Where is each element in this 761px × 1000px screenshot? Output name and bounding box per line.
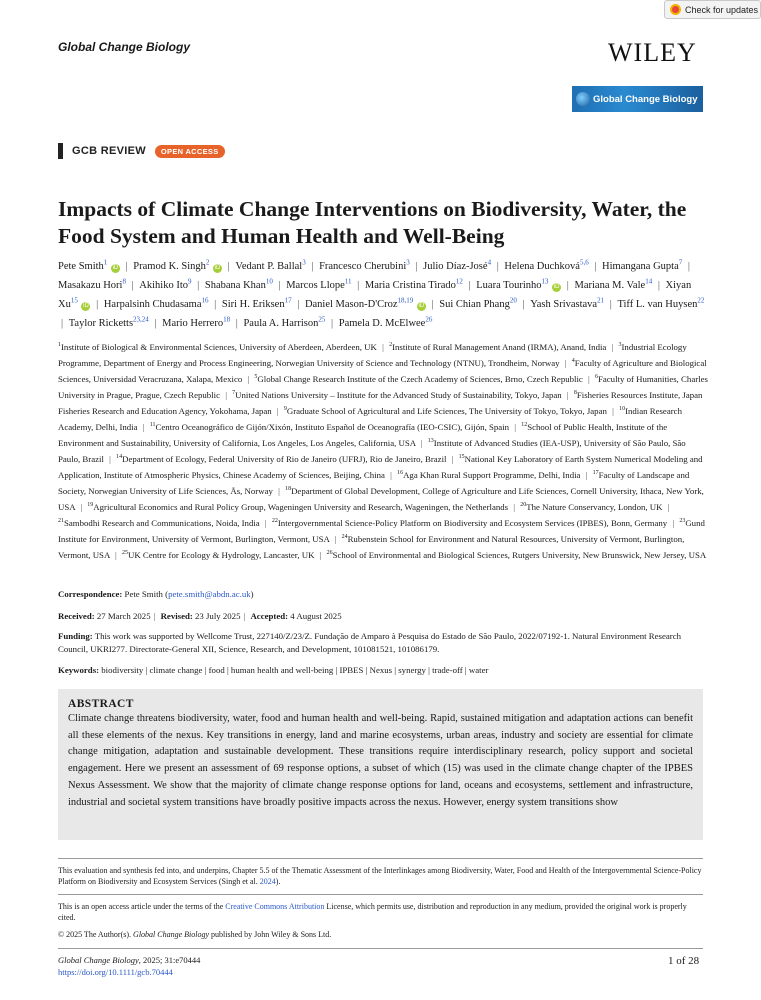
orcid-icon[interactable]: iD — [112, 264, 119, 271]
article-type-label: GCB REVIEW — [72, 145, 146, 157]
author-affiliation-number: 20 — [509, 296, 517, 305]
author-separator: | — [61, 317, 66, 329]
affiliation-number: 25 — [121, 550, 128, 557]
author-separator: | — [566, 279, 572, 291]
affiliation-number: 11 — [149, 422, 156, 429]
open-access-badge: OPEN ACCESS — [155, 145, 225, 158]
affiliation-separator: | — [319, 550, 322, 561]
keyword-separator: | — [333, 665, 340, 675]
author-separator: | — [197, 279, 202, 291]
author-affiliation-number: 21 — [597, 296, 605, 305]
affiliation-text: National Key Laboratory of Earth System Numerical Modeling and Application, Institute of Atmospheric Physics, Chinese Academy of Sciences, Beijing, China — [58, 454, 703, 481]
keywords-label: Keywords: — [58, 665, 100, 675]
synthesis-note-end: ). — [275, 877, 281, 886]
revised-date: 23 July 2025 — [195, 611, 241, 621]
author-affiliation-number: 10 — [265, 277, 273, 286]
affiliation-separator: | — [611, 341, 614, 352]
affiliation-separator: | — [142, 422, 145, 432]
author-affiliation-number: 23,24 — [133, 315, 149, 324]
keyword: climate change — [149, 665, 203, 675]
affiliation-separator: | — [278, 486, 280, 497]
affiliation-number: 18 — [285, 486, 292, 493]
affiliation-text: School of Public Health, Institute of the Environment and Sustainability, University of California, Los Angeles, Los Angeles, California, USA — [58, 422, 668, 449]
affiliation-number: 12 — [521, 422, 528, 429]
affiliation-separator: | — [247, 373, 250, 384]
affiliation-text: Institute of Advanced Studies (IEA-USP), University of São Paulo, São Paulo, Brazil — [58, 438, 686, 465]
affiliation-separator: | — [115, 550, 117, 561]
affiliation-text: School of Environmental and Biological Sciences, Rutgers University, New Brunswick, New Jersey, USA — [332, 550, 707, 561]
affiliation-number: 5 — [254, 374, 258, 381]
citation-link[interactable]: 2024 — [259, 877, 276, 886]
author-name: Siri H. Eriksen — [221, 298, 285, 310]
author-name: Mariana M. Vale — [574, 279, 646, 291]
article-type-bar — [58, 143, 63, 159]
copyright-note — [58, 929, 703, 940]
check-for-updates-label: Check for updates — [685, 4, 759, 15]
author-name: Yash Srivastava — [530, 298, 598, 310]
keywords-list — [101, 665, 488, 675]
affiliation-separator: | — [382, 341, 384, 352]
affiliation-separator: | — [420, 438, 423, 449]
author-affiliation-number: 4 — [487, 258, 492, 266]
affiliation-number: 17 — [592, 470, 599, 477]
orcid-icon[interactable]: iD — [418, 302, 425, 309]
author-name: Pete Smith — [58, 260, 104, 272]
affiliation-number: 16 — [397, 470, 404, 477]
author-affiliation-number: 22 — [697, 296, 705, 305]
crossmark-icon — [670, 4, 681, 15]
affiliation-number: 10 — [619, 406, 626, 413]
author-affiliation-number: 11 — [344, 277, 352, 286]
author-name: Daniel Mason-D'Croz — [304, 298, 398, 310]
correspondence-name: Pete Smith — [124, 589, 163, 599]
footer-citation — [58, 955, 200, 978]
accepted-date: 4 August 2025 — [290, 611, 342, 621]
journal-logo-text: Global Change Biology — [593, 93, 698, 105]
author-separator: | — [594, 260, 600, 272]
footnote-divider — [58, 894, 703, 895]
affiliation-number: 15 — [458, 454, 465, 461]
author[interactable] — [319, 258, 410, 272]
affiliation-text: Department of Global Development, College of Agriculture and Life Sciences, Cornell University, Ithaca, New York, USA — [58, 486, 704, 513]
affiliation-number: 13 — [427, 438, 434, 445]
affiliation — [327, 550, 707, 560]
author-name: Francesco Cherubini — [319, 260, 407, 272]
affiliation — [254, 374, 582, 384]
author-name: Pamela D. McElwee — [338, 317, 426, 329]
affiliation-text: Faculty of Landscape and Society, Norwegian University of Life Sciences, Ås, Norway — [58, 470, 690, 497]
affiliation-number: 9 — [283, 406, 287, 413]
affiliation-text: Intergovernmental Science-Policy Platform on Biodiversity and Ecosystem Services (IPBES), Bonn, Germany — [277, 518, 668, 529]
globe-icon — [576, 92, 590, 106]
revised-label: Revised: — [160, 611, 193, 621]
affiliation-text: Graduate School of Agricultural and Life Sciences, The University of Tokyo, Tokyo, Japan — [286, 405, 607, 416]
author-name: Taylor Ricketts — [68, 317, 134, 329]
keyword-separator: | — [143, 665, 150, 675]
affiliations — [58, 338, 708, 562]
author-separator: | — [609, 298, 615, 310]
author-affiliation-number: 14 — [645, 277, 653, 286]
author-separator: | — [125, 260, 131, 272]
abstract-box — [58, 689, 703, 840]
correspondence: Correspondence: Pete Smith (pete.smith@abdn.ac.uk) — [58, 589, 254, 599]
author-separator: | — [131, 279, 137, 291]
author-separator: | — [468, 279, 474, 291]
affiliation-separator: | — [564, 357, 567, 368]
author-affiliation-number: 2 — [205, 258, 210, 266]
accepted-label: Accepted: — [250, 611, 289, 621]
author-name: Marcos Llope — [286, 279, 345, 291]
affiliation-separator: | — [566, 389, 569, 400]
license-text-end: License, which permits use, distribution and reproduction in any medium, provided the original work is properly cited. — [58, 902, 687, 922]
author-separator: | — [297, 298, 302, 310]
copyright-text-end: published by John Wiley & Sons Ltd. — [209, 930, 332, 939]
license-note — [58, 901, 703, 923]
author-separator: | — [214, 298, 219, 310]
affiliation-number: 21 — [58, 518, 64, 525]
author-separator: | — [687, 260, 690, 272]
affiliation-separator: | — [225, 389, 227, 400]
affiliation-number: 6 — [594, 374, 598, 381]
author[interactable] — [68, 315, 149, 329]
author-name: Shabana Khan — [204, 279, 266, 291]
author-separator: | — [278, 279, 284, 291]
author-name: Harpalsinh Chudasama — [103, 298, 202, 310]
funding-text: This work was supported by Wellcome Trust, 227140/Z/23/Z. Fundação de Amparo à Pesquisa do Estado de São Paulo, 2022/07192-1. Natural Environment Research Council, UKRI277. Directorate-General XII, Science, Research, and Development, 101081521, 101086179. — [58, 631, 681, 654]
affiliation-text: Institute of Rural Management Anand (IRMA), Anand, India — [392, 341, 607, 352]
author[interactable] — [574, 277, 653, 291]
keyword-separator: | — [202, 665, 209, 675]
author-affiliation-number: 1 — [103, 258, 108, 266]
affiliation-number: 23 — [679, 518, 686, 525]
publisher-logo: WILEY — [608, 38, 697, 67]
affiliation-separator: | — [276, 405, 279, 416]
footnote-divider — [58, 858, 703, 859]
affiliation-text: Fisheries Resources Institute, Japan Fisheries Research and Education Agency, Yokohama, Japan — [58, 389, 703, 416]
affiliation-text: The Nature Conservancy, London, UK — [526, 502, 663, 513]
footer-journal: Global Change Biology — [58, 955, 139, 965]
author-affiliation-number: 25 — [318, 315, 326, 324]
author-name: Pramod K. Singh — [133, 260, 206, 272]
author-name: Akihiko Ito — [139, 279, 189, 291]
author[interactable] — [243, 315, 326, 329]
author-name: Mario Herrero — [162, 317, 224, 329]
affiliation-text: Faculty of Humanities, Charles University in Prague, Prague, Czech Republic — [58, 373, 708, 400]
author-affiliation-number: 16 — [201, 296, 209, 305]
author-affiliation-number: 13 — [541, 277, 549, 286]
affiliation-separator: | — [585, 470, 588, 481]
author[interactable] — [439, 296, 517, 310]
affiliation-separator: | — [672, 518, 675, 529]
author-affiliation-number: 5,6 — [579, 258, 589, 266]
author-separator: | — [415, 260, 421, 272]
footer-divider — [58, 948, 703, 949]
author-name: Masakazu Hori — [58, 279, 123, 291]
author-affiliation-number: 3 — [302, 258, 306, 266]
affiliation-text: Rubenstein School for Environment and Natural Resources, University of Vermont, Burlington, Vermont, USA — [58, 534, 685, 561]
author[interactable] — [221, 296, 292, 310]
author[interactable] — [304, 296, 426, 310]
affiliation — [150, 422, 509, 432]
affiliation-text: Institute of Biological & Environmental Sciences, University of Aberdeen, Aberdeen, UK — [61, 341, 377, 352]
author[interactable] — [338, 315, 433, 329]
affiliation-text: Aga Khan Rural Support Programme, Delhi, India — [403, 470, 581, 481]
author-name: Maria Cristina Tirado — [364, 279, 456, 291]
author-affiliation-number: 26 — [425, 315, 433, 324]
affiliation-text: Gund Institute for Environment, University of Vermont, Burlington, Vermont, USA — [58, 518, 705, 545]
affiliation-text: UK Centre for Ecology & Hydrology, Lancaster, UK — [127, 550, 315, 561]
synthesis-note-text: This evaluation and synthesis fed into, and underpins, Chapter 5.5 of the Thematic Assessment of the Interlinkages among Biodiversity, Water, Food and Health of the Intergovernmental Science-Policy Platform on Biodiversity and Ecosystem Services (Singh et al. — [58, 866, 702, 886]
author-separator: | — [496, 260, 502, 272]
license-link[interactable]: Creative Commons Attribution — [225, 902, 325, 911]
doi-link[interactable]: https://doi.org/10.1111/gcb.70444 — [58, 966, 173, 977]
author-affiliation-number: 9 — [188, 277, 192, 286]
author-name: Julio Díaz-José — [423, 260, 488, 272]
copyright-text: © 2025 The Author(s). — [58, 930, 134, 939]
affiliation-separator: | — [80, 502, 83, 513]
author-name: Paula A. Harrison — [243, 317, 319, 329]
author[interactable] — [235, 258, 306, 272]
author-separator: | — [96, 298, 101, 310]
affiliation-separator: | — [612, 405, 614, 416]
orcid-icon[interactable]: iD — [553, 283, 560, 290]
affiliation-text: Department of Ecology, Federal University of Rio de Janeiro (UFRJ), Rio de Janeiro, Brazil — [122, 454, 447, 465]
synthesis-note — [58, 865, 703, 887]
abstract-text: Climate change threatens biodiversity, water, food and human health and well-being. Rapid, sustained mitigation and adaptation actions can benefit all these elements of the nexus. Key transitions in energy, land and marine ecosystems, urban areas, industry and society are essential for climate change mitigation, adaptation and sustainable development. These transitions require interdisciplinary research, policy support and societal engagement. Here we present an assessment of 69 response options, a subset of which (15) was used in the climate change chapter of the IPBES Nexus Assessment. We show that the majority of climate change response options for land, oceans and ecosystems, settlement and infrastructure, industrial and societal system transitions have broadly positive impacts across the nexus. However, energy system transitions show — [68, 713, 693, 808]
author[interactable] — [162, 315, 231, 329]
author-name: Luara Tourinho — [476, 279, 542, 291]
correspondence-label: Correspondence: — [58, 589, 123, 599]
affiliation-text: Sambodhi Research and Communications, Noida, India — [64, 518, 260, 529]
license-text: This is an open access article under the terms of the — [58, 902, 226, 911]
author-affiliation-number: 12 — [455, 277, 463, 286]
author[interactable] — [139, 277, 192, 291]
keyword: trade-off — [432, 665, 463, 675]
affiliation-separator: | — [588, 373, 590, 384]
orcid-icon[interactable]: iD — [83, 302, 89, 309]
author[interactable] — [364, 277, 463, 291]
keyword-separator: | — [363, 665, 370, 675]
author-separator: | — [331, 317, 336, 329]
author[interactable] — [530, 296, 605, 310]
author-separator: | — [357, 279, 362, 291]
author-separator: | — [311, 260, 317, 272]
page-number: 1 of 28 — [668, 955, 700, 967]
affiliation-number: 26 — [326, 550, 333, 557]
author-affiliation-number: 8 — [122, 277, 126, 286]
affiliation-number: 8 — [573, 390, 577, 397]
affiliation — [122, 550, 314, 560]
funding — [58, 630, 708, 656]
author[interactable] — [602, 258, 683, 272]
author[interactable] — [423, 258, 492, 272]
affiliation — [520, 502, 662, 512]
copyright-journal: Global Change Biology — [133, 930, 210, 939]
affiliation — [116, 454, 446, 464]
affiliation-separator: | — [390, 470, 392, 481]
affiliation-separator: | — [514, 422, 516, 432]
journal-name: Global Change Biology — [58, 40, 191, 54]
affiliation-separator: | — [109, 454, 111, 465]
keyword: IPBES — [339, 665, 364, 675]
affiliation-separator: | — [334, 534, 337, 545]
affiliation-text: Industrial Ecology Programme, Department of Energy and Process Engineering, Norwegian University of Science and Technology (NTNU), Trondheim, Norway — [58, 341, 687, 368]
affiliation-text: Indian Research Academy, Delhi, India — [58, 405, 682, 432]
author-affiliation-number: 17 — [284, 296, 292, 305]
author-affiliation-number: 3 — [406, 258, 410, 266]
affiliation — [389, 342, 606, 352]
author-affiliation-number: 7 — [678, 258, 683, 266]
author[interactable] — [204, 277, 273, 291]
affiliation-text: Centro Oceanográfico de Gijón/Xixón, Instituto Español de Oceanografía (IEO-CSIC), Gijón, Spain — [155, 422, 510, 432]
keyword: Nexus — [369, 665, 393, 675]
affiliation — [232, 390, 562, 400]
author-separator: | — [431, 298, 437, 310]
affiliation-separator: | — [667, 502, 670, 513]
keyword-separator: | — [462, 665, 469, 675]
author-affiliation-number: 18 — [223, 315, 231, 324]
affiliation-number: 19 — [87, 502, 94, 509]
affiliation-number: 24 — [341, 534, 348, 541]
author-separator: | — [227, 260, 233, 272]
affiliation-separator: | — [513, 502, 516, 513]
keyword-separator: | — [392, 665, 399, 675]
received-date: 27 March 2025 — [96, 611, 151, 621]
author[interactable] — [617, 296, 705, 310]
check-for-updates-button[interactable] — [664, 0, 761, 19]
correspondence-email[interactable]: pete.smith@abdn.ac.uk — [168, 589, 251, 599]
keyword: synergy — [398, 665, 426, 675]
affiliation-text: Global Change Research Institute of the Czech Academy of Sciences, Brno, Czech Republic — [257, 373, 583, 384]
author-list — [58, 255, 708, 331]
keyword-separator: | — [224, 665, 231, 675]
affiliation-separator: | — [451, 454, 454, 465]
keyword: food — [208, 665, 225, 675]
author-separator: | — [522, 298, 528, 310]
affiliation-text: United Nations University – Institute for the Advanced Study of Sustainability, Tokyo, Japan — [235, 389, 562, 400]
author[interactable] — [476, 277, 561, 291]
author-name: Tiff L. van Huysen — [617, 298, 698, 310]
author-affiliation-number: 18,19 — [397, 296, 414, 305]
author[interactable] — [58, 277, 126, 291]
footer-volume: , 2025; 31:e70444 — [138, 955, 201, 965]
author[interactable] — [58, 258, 120, 272]
article-dates: Received: 27 March 2025 | Revised: 23 July 2025 | Accepted: 4 August 2025 — [58, 611, 342, 621]
affiliation-text: Faculty of Agriculture and Biological Sciences, Universidad Veracruzana, Xalapa, Mexico — [58, 357, 707, 384]
author-separator: | — [657, 279, 663, 291]
author-affiliation-number: 15 — [70, 296, 78, 305]
author[interactable] — [103, 296, 209, 310]
keywords — [58, 664, 708, 677]
author-name: Helena Duchková — [504, 260, 580, 272]
author[interactable] — [286, 277, 352, 291]
author-separator: | — [235, 317, 241, 329]
affiliation-number: 20 — [520, 502, 527, 509]
keyword: biodiversity — [101, 665, 144, 675]
funding-label: Funding: — [58, 631, 93, 641]
affiliation-number: 7 — [232, 390, 236, 397]
journal-logo — [572, 86, 703, 112]
affiliation — [87, 502, 508, 512]
keyword: human health and well-being — [230, 665, 334, 675]
keyword: water — [468, 665, 489, 675]
affiliation — [272, 518, 667, 528]
affiliation — [58, 518, 260, 528]
author[interactable] — [504, 258, 589, 272]
affiliation-number: 1 — [58, 342, 61, 348]
affiliation-number: 3 — [618, 342, 622, 348]
author-name: Himangana Gupta — [602, 260, 679, 272]
article-type — [58, 143, 225, 159]
affiliation-number: 14 — [116, 454, 123, 461]
affiliation — [284, 406, 607, 416]
abstract-heading: ABSTRACT — [68, 698, 134, 710]
orcid-icon[interactable]: iD — [214, 264, 221, 271]
article-title: Impacts of Climate Change Interventions on Biodiversity, Water, the Food System and Human Health and Well-Being — [58, 197, 687, 248]
affiliation-number: 2 — [389, 342, 393, 348]
received-label: Received: — [58, 611, 95, 621]
author-name: Vedant P. Ballal — [235, 260, 303, 272]
affiliation-separator: | — [264, 518, 267, 529]
author[interactable] — [133, 258, 222, 272]
author-name: Sui Chian Phang — [439, 298, 510, 310]
author-name: Xiyan Xu — [58, 279, 692, 310]
affiliation-number: 22 — [271, 518, 278, 525]
affiliation-text: Agricultural Economics and Rural Policy Group, Wageningen University and Research, Wageningen, the Netherlands — [93, 502, 509, 513]
affiliation-number: 4 — [571, 358, 575, 365]
keyword-separator: | — [425, 665, 433, 675]
affiliation — [58, 342, 377, 352]
author-separator: | — [154, 317, 160, 329]
affiliation — [397, 470, 580, 480]
